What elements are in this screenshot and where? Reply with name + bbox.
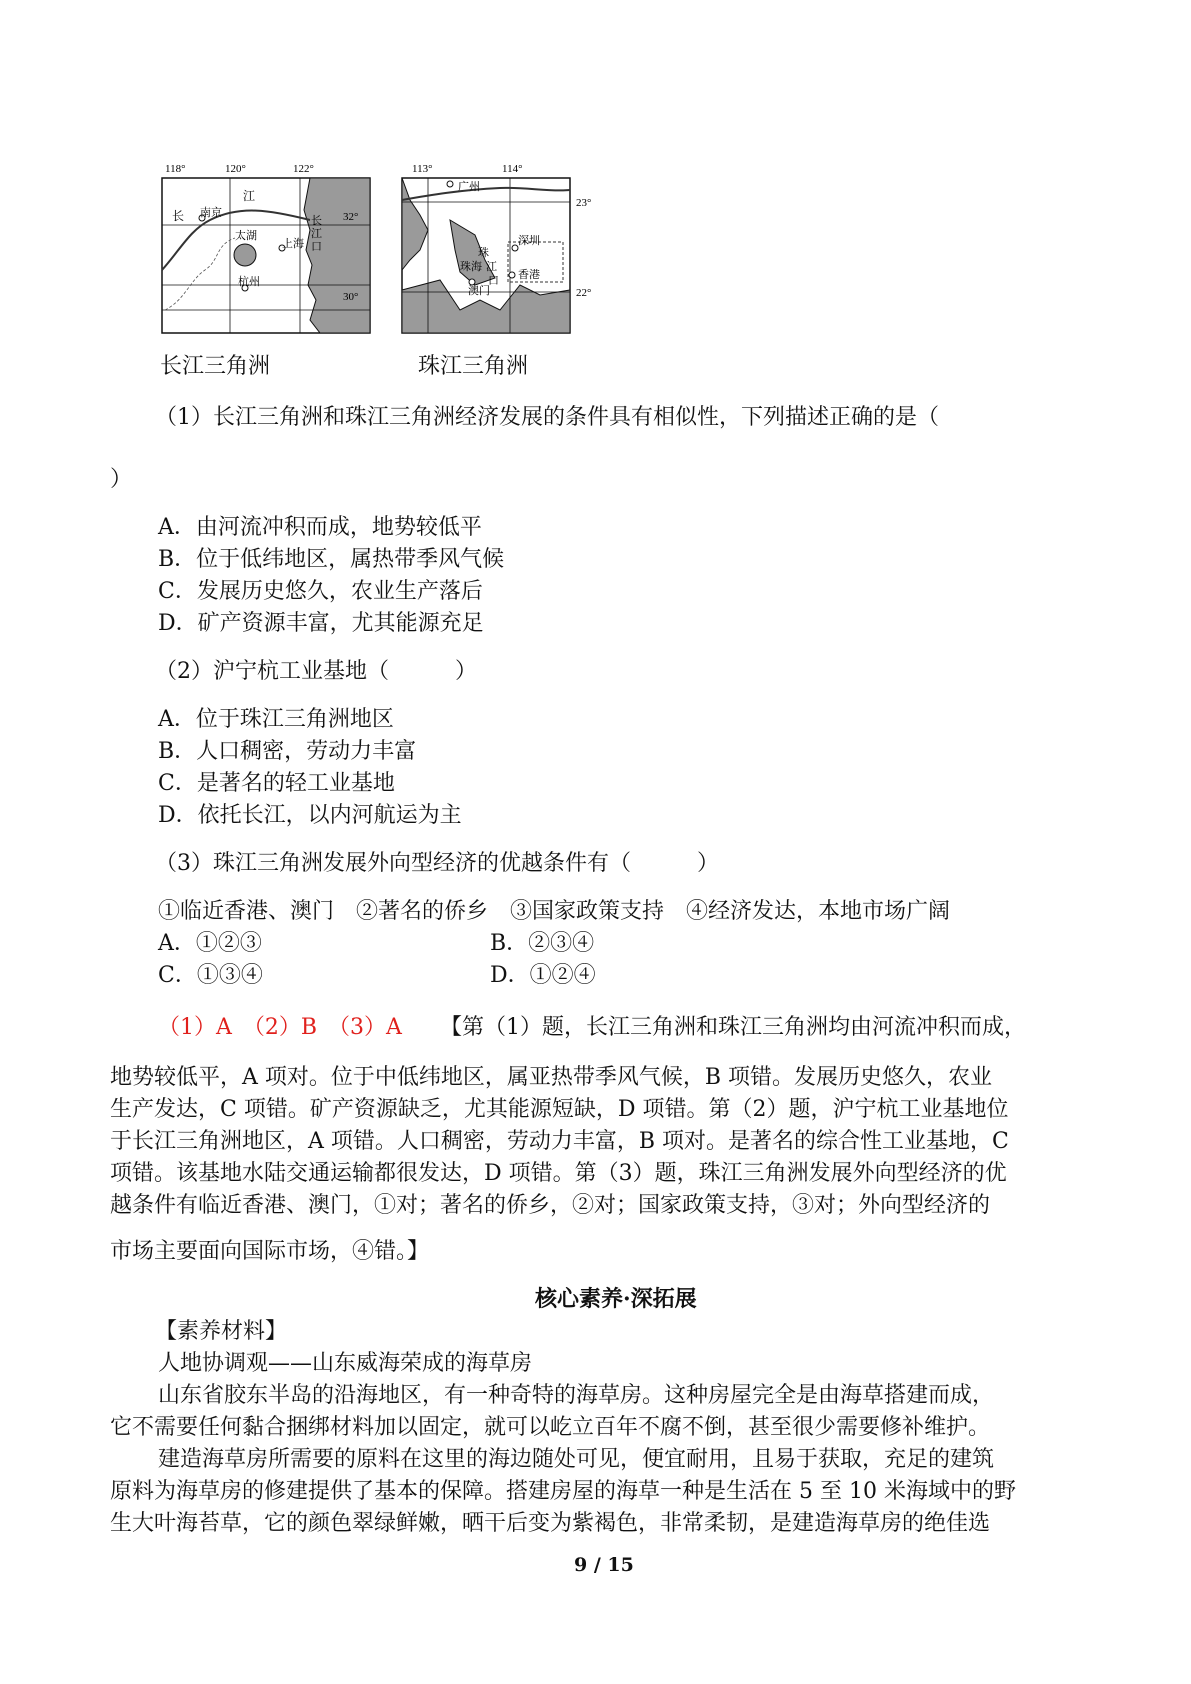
- q2-option-c: C．是著名的轻工业基地: [158, 771, 395, 796]
- q2-option-d: D．依托长江，以内河航运为主: [158, 803, 462, 828]
- lat-tick: 30°: [343, 291, 359, 303]
- map-caption-pearl: 珠江三角洲: [418, 354, 529, 379]
- yangtze-delta-map: [160, 160, 375, 340]
- q1-option-c: C．发展历史悠久，农业生产落后: [158, 579, 483, 604]
- q2-option-b: B．人口稠密，劳动力丰富: [158, 739, 417, 764]
- map-label: 口: [311, 241, 322, 253]
- map-label: 江: [243, 189, 256, 203]
- pearl-delta-map: [400, 160, 605, 340]
- material-line: 生大叶海苔草，它的颜色翠绿鲜嫩，晒干后变为紫褐色，非常柔韧，是建造海草房的绝佳选: [110, 1511, 991, 1536]
- explanation-line: 市场主要面向国际市场，④错。】: [110, 1239, 430, 1264]
- q3-option-c: C．①③④: [158, 963, 263, 988]
- q3-option-a: A．①②③: [158, 931, 262, 956]
- map-label: 太湖: [235, 230, 257, 242]
- map-label: 广州: [458, 181, 480, 193]
- map-label: 长: [311, 215, 322, 227]
- map-label: 江: [486, 261, 497, 273]
- explanation-line: 项错。该基地水陆交通运输都很发达，D 项错。第（3）题，珠江三角洲发展外向型经济的优: [110, 1161, 1007, 1186]
- q1-option-b: B．位于低纬地区，属热带季风气候: [158, 547, 505, 572]
- explanation-line: 越条件有临近香港、澳门，①对；著名的侨乡，②对；国家政策支持，③对；外向型经济的: [110, 1193, 991, 1218]
- map-label: 珠海: [460, 261, 482, 273]
- lon-tick: 118°: [165, 163, 186, 175]
- q1-stem: （1）长江三角洲和珠江三角洲经济发展的条件具有相似性，下列描述正确的是（: [155, 405, 939, 430]
- answer-key: （1）A （2）B （3）A: [158, 1015, 402, 1040]
- lon-tick: 113°: [412, 163, 433, 175]
- q3-stem: （3）珠江三角洲发展外向型经济的优越条件有（ ）: [155, 851, 719, 876]
- material-subtitle: 人地协调观——山东威海荣成的海草房: [158, 1351, 533, 1376]
- map-label: 江: [311, 228, 322, 240]
- q3-option-d: D．①②④: [490, 963, 596, 988]
- material-label: 【素养材料】: [155, 1319, 288, 1344]
- map-label: 口: [488, 275, 499, 287]
- map-label: 澳门: [468, 285, 490, 297]
- material-line: 原料为海草房的修建提供了基本的保障。搭建房屋的海草一种是生活在 5 至 10 米海域中的野: [110, 1479, 1016, 1504]
- map-label: 珠: [478, 247, 489, 259]
- explanation-line: 生产发达，C 项错。矿产资源缺乏，尤其能源短缺，D 项错。第（2）题，沪宁杭工业基地位: [110, 1097, 1009, 1122]
- q1-stem-end: ）: [110, 467, 133, 492]
- explanation-line: 【第（1）题，长江三角洲和珠江三角洲均由河流冲积而成，: [440, 1015, 1026, 1040]
- lon-tick: 122°: [293, 163, 314, 175]
- map-label: 南京: [200, 207, 222, 219]
- material-line: 山东省胶东半岛的沿海地区，有一种奇特的海草房。这种房屋完全是由海草搭建而成，: [158, 1383, 995, 1408]
- material-line: 它不需要任何黏合捆绑材料加以固定，就可以屹立百年不腐不倒，甚至很少需要修补维护。: [110, 1415, 991, 1440]
- map-label: 杭州: [238, 276, 260, 288]
- explanation-line: 地势较低平，A 项对。位于中低纬地区，属亚热带季风气候，B 项错。发展历史悠久，农业: [110, 1065, 993, 1090]
- lat-tick: 23°: [576, 197, 592, 209]
- q3-items: ①临近香港、澳门 ②著名的侨乡 ③国家政策支持 ④经济发达，本地市场广阔: [158, 899, 951, 924]
- lon-tick: 120°: [225, 163, 246, 175]
- map-label: 长: [172, 209, 185, 223]
- q2-option-a: A．位于珠江三角洲地区: [158, 707, 394, 732]
- q1-option-a: A．由河流冲积而成，地势较低平: [158, 515, 482, 540]
- material-line: 建造海草房所需要的原料在这里的海边随处可见，便宜耐用，且易于获取，充足的建筑: [158, 1447, 995, 1472]
- map-label: 香港: [518, 269, 540, 281]
- q1-option-d: D．矿产资源丰富，尤其能源充足: [158, 611, 484, 636]
- map-label: 上海: [282, 238, 304, 250]
- section-title: 核心素养·深拓展: [535, 1286, 697, 1312]
- lat-tick: 22°: [576, 287, 592, 299]
- explanation-line: 于长江三角洲地区，A 项错。人口稠密，劳动力丰富，B 项对。是著名的综合性工业基地，C: [110, 1129, 1009, 1154]
- q2-stem: （2）沪宁杭工业基地（ ）: [155, 659, 477, 684]
- q3-option-b: B．②③④: [490, 931, 595, 956]
- lon-tick: 114°: [502, 163, 523, 175]
- page-number: 9 / 15: [574, 1554, 634, 1576]
- lat-tick: 32°: [343, 211, 359, 223]
- map-label: 深圳: [518, 235, 540, 247]
- map-caption-yangtze: 长江三角洲: [160, 354, 271, 379]
